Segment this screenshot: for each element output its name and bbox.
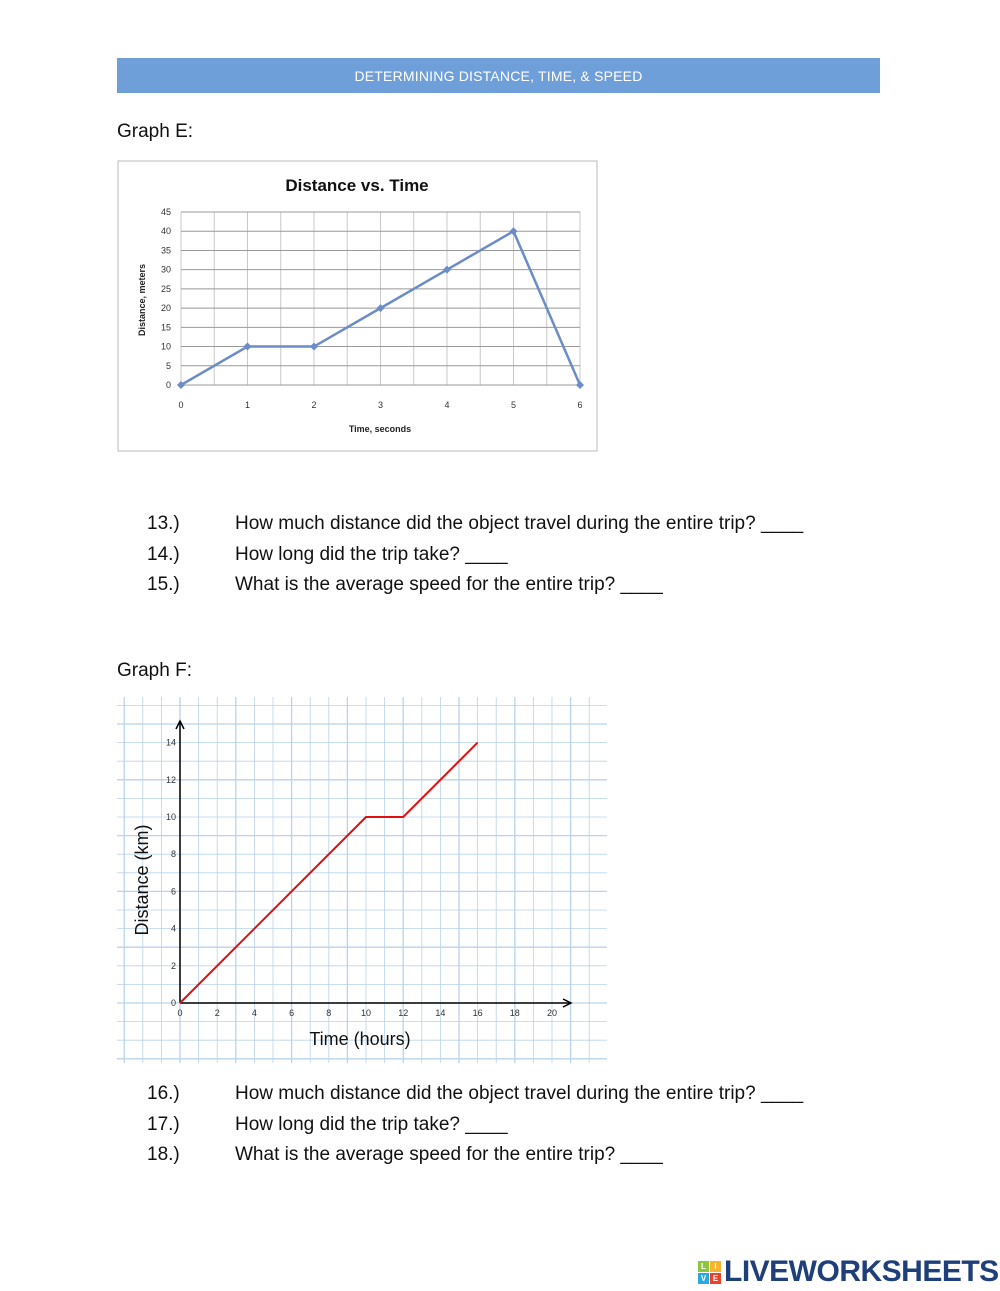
x-tick-label: 10 — [360, 1008, 372, 1018]
question-13 — [147, 513, 803, 535]
y-tick-label: 14 — [165, 737, 176, 748]
y-tick-label: 0 — [165, 380, 171, 390]
logo-text: LIVEWORKSHEETS — [724, 1255, 999, 1288]
y-tick-label: 12 — [165, 774, 176, 785]
question-16 — [147, 1083, 803, 1105]
y-tick-label: 15 — [160, 322, 171, 333]
y-tick-label: 45 — [160, 207, 171, 217]
question-number: 18.) — [147, 1144, 180, 1165]
question-number: 17.) — [147, 1114, 180, 1135]
question-text: How long did the trip take? ____ — [235, 1114, 508, 1135]
x-tick-label: 14 — [435, 1008, 446, 1018]
y-tick-label: 25 — [160, 283, 171, 294]
x-tick-label: 0 — [177, 1008, 183, 1018]
x-tick-label: 20 — [546, 1008, 558, 1018]
x-tick-label: 6 — [577, 400, 583, 410]
x-tick-label: 4 — [251, 1008, 257, 1018]
x-tick-label: 18 — [509, 1008, 520, 1018]
question-text: What is the average speed for the entire trip? ____ — [235, 574, 663, 595]
y-tick-label: 40 — [160, 226, 171, 237]
question-number: 14.) — [147, 544, 180, 565]
question-number: 13.) — [147, 513, 180, 534]
x-tick-label: 16 — [472, 1008, 483, 1018]
x-tick-label: 2 — [214, 1008, 220, 1018]
y-tick-label: 10 — [160, 341, 171, 352]
x-tick-label: 3 — [377, 400, 384, 410]
x-tick-label: 12 — [398, 1008, 409, 1018]
question-17 — [147, 1114, 508, 1136]
y-tick-label: 10 — [165, 812, 176, 822]
chart-title: Distance vs. Time — [285, 176, 429, 195]
logo-tile: E — [710, 1273, 721, 1284]
header-banner: DETERMINING DISTANCE, TIME, & SPEED — [117, 58, 880, 93]
chart-frame — [118, 161, 597, 451]
x-axis-label: Time (hours) — [309, 1029, 411, 1049]
x-tick-label: 8 — [326, 1008, 332, 1018]
y-tick-label: 8 — [170, 849, 176, 860]
y-tick-label: 0 — [170, 998, 176, 1008]
y-tick-label: 35 — [160, 245, 171, 256]
logo-tile: V — [698, 1273, 709, 1284]
x-tick-label: 6 — [289, 1008, 295, 1018]
question-15 — [147, 574, 663, 596]
x-tick-label: 2 — [311, 400, 317, 410]
logo-tiles-icon — [698, 1261, 721, 1284]
y-tick-label: 2 — [170, 960, 176, 971]
graph-e-chart — [117, 160, 598, 452]
y-tick-label: 6 — [170, 886, 176, 897]
y-axis-label: Distance, meters — [137, 263, 147, 337]
question-number: 16.) — [147, 1083, 180, 1104]
question-text: How much distance did the object travel during the entire trip? ____ — [235, 513, 804, 534]
y-tick-label: 30 — [160, 264, 171, 275]
logo-tile: L — [698, 1261, 709, 1272]
x-axis-label: Time, seconds — [348, 424, 412, 434]
y-axis-label: Distance (km) — [132, 824, 152, 936]
question-text: What is the average speed for the entire trip? ____ — [235, 1144, 663, 1165]
x-tick-label: 5 — [510, 400, 517, 410]
question-text: How much distance did the object travel during the entire trip? ____ — [235, 1083, 804, 1104]
logo-tile: I — [710, 1261, 721, 1272]
x-tick-label: 4 — [444, 400, 450, 410]
graph-f-label: Graph F: — [117, 660, 192, 681]
question-14 — [147, 544, 508, 566]
graph-f-chart — [117, 697, 607, 1063]
x-tick-label: 0 — [178, 400, 184, 410]
y-tick-label: 5 — [165, 360, 171, 371]
question-number: 15.) — [147, 574, 180, 595]
y-tick-label: 4 — [170, 923, 176, 934]
x-tick-label: 1 — [244, 400, 251, 410]
question-text: How long did the trip take? ____ — [235, 544, 508, 565]
y-tick-label: 20 — [160, 303, 171, 314]
graph-e-label: Graph E: — [117, 121, 194, 142]
question-18 — [147, 1144, 663, 1166]
liveworksheets-logo — [698, 1255, 999, 1289]
